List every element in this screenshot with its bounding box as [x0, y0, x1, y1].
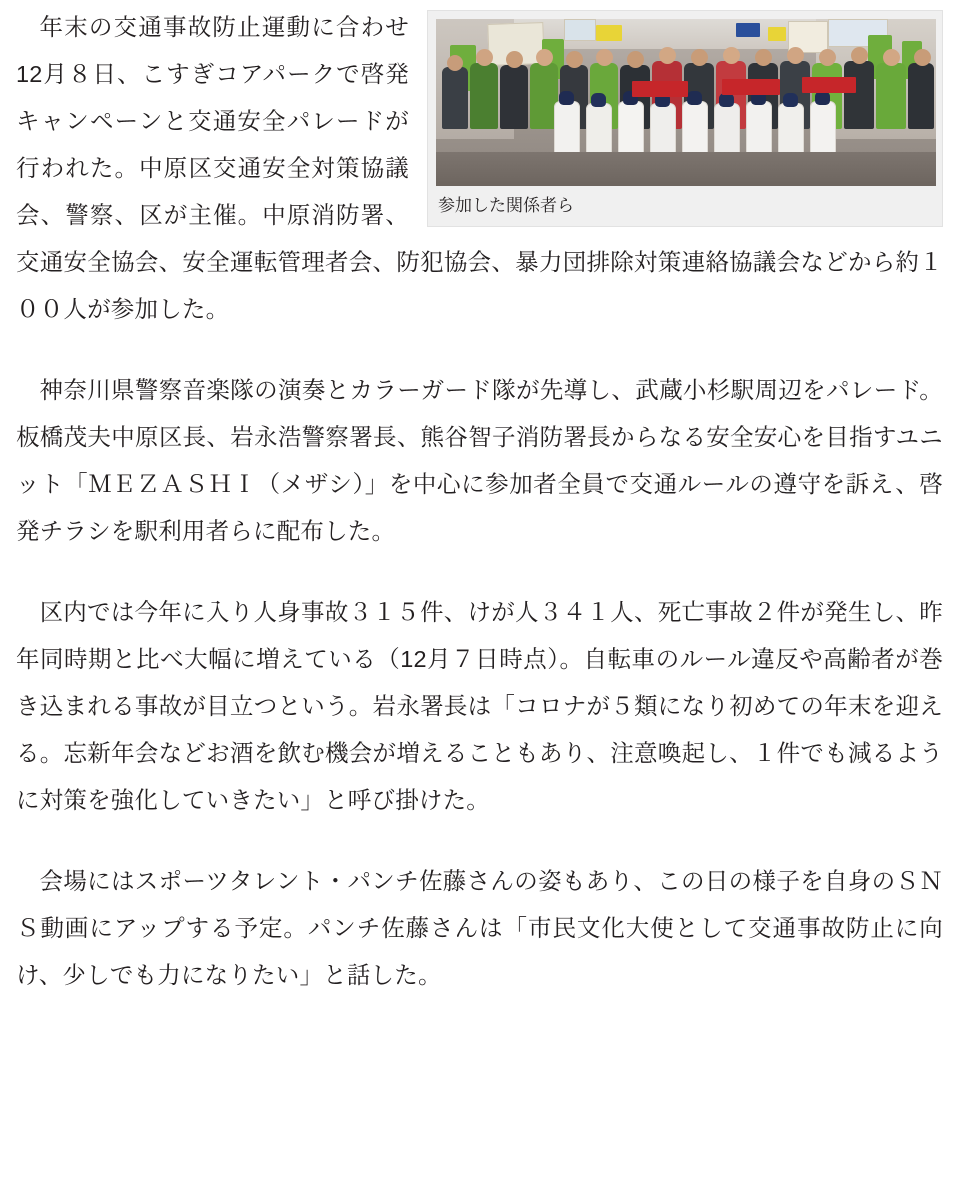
photo-guard-hat — [815, 91, 830, 105]
photo-guard-hat — [559, 91, 574, 105]
photo-head-back — [627, 51, 644, 68]
photo-floor — [436, 152, 936, 186]
photo-guard-hat — [687, 91, 702, 105]
photo-guard-hat — [783, 93, 798, 107]
photo-guard — [682, 101, 708, 159]
photo-head-back — [596, 49, 613, 66]
photo-head-back — [723, 47, 740, 64]
photo-person-back — [470, 63, 498, 129]
photo-head-back — [787, 47, 804, 64]
photo-person-back — [908, 63, 934, 129]
article-paragraph-3: 区内では今年に入り人身事故３１５件、けが人３４１人、死亡事故２件が発生し、昨年同時期と比べ大幅に増えている（12月７日時点）。自転車のルール違反や高齢者が巻き込まれる事故が目立つという。岩永署長は「コロナが５類になり初めての年末を迎える。忘新年会などお酒を飲む機会が増えることもあり、注意喚起し、１件でも減るように対策を強化していきたい」と呼び掛けた。 — [16, 599, 943, 813]
photo-guard — [746, 101, 772, 159]
photo-guard — [554, 101, 580, 159]
photo-head-back — [506, 51, 523, 68]
article-figure — [427, 10, 943, 227]
campaign-group-photo — [436, 19, 936, 186]
photo-guard — [714, 103, 740, 159]
photo-yellow-sign-2 — [768, 27, 786, 41]
photo-person-back — [500, 65, 528, 129]
article-paragraph-2: 神奈川県警察音楽隊の演奏とカラーガード隊が先導し、武蔵小杉駅周辺をパレード。板橋茂夫中原区長、岩永浩警察署長、熊谷智子消防署長からなる安全安心を目指すユニット「ＭＥＺＡＳＨＩ（メザシ）」を中心に参加者全員で交通ルールの遵守を訴え、啓発チラシを駅利用者らに配布した。 — [16, 377, 943, 544]
photo-head-back — [476, 49, 493, 66]
figure-caption: 参加した関係者ら — [438, 196, 574, 215]
photo-head-back — [447, 55, 463, 71]
photo-yellow-sign-1 — [596, 25, 622, 41]
photo-head-back — [691, 49, 708, 66]
photo-guard — [810, 101, 836, 159]
photo-person-back — [844, 61, 874, 129]
photo-head-back — [659, 47, 676, 64]
photo-head-back — [883, 49, 900, 66]
photo-head-back — [914, 49, 931, 66]
photo-banner-4 — [564, 19, 596, 41]
photo-head-back — [819, 49, 836, 66]
photo-guard — [778, 103, 804, 159]
photo-guard — [618, 101, 644, 159]
photo-guard-hat — [591, 93, 606, 107]
article-paragraph-1: 年末の交通事故防止運動に合わせ12月８日、こすぎコアパークで啓発キャンペーンと交通安全パレードが行われた。中原区交通安全対策協議会、警察、区が主催。中原消防署、交通安全協会、安全運転管理者会、防犯協会、暴力団排除対策連絡協議会などから約１００人が参加した。 — [16, 14, 943, 322]
photo-head-back — [536, 49, 553, 66]
photo-blue-sign — [736, 23, 760, 37]
photo-mezashi-banner-2 — [722, 79, 780, 95]
photo-head-back — [566, 51, 583, 68]
photo-guard — [586, 103, 612, 159]
photo-person-back — [876, 63, 906, 129]
photo-mezashi-banner-1 — [632, 81, 688, 97]
photo-head-back — [755, 49, 772, 66]
photo-head-back — [851, 47, 868, 64]
photo-guard — [650, 103, 676, 159]
article-paragraph-4: 会場にはスポーツタレント・パンチ佐藤さんの姿もあり、この日の様子を自身のＳＮＳ動画にアップする予定。パンチ佐藤さんは「市民文化大使として交通事故防止に向け、少しでも力になりたい」と話した。 — [16, 868, 943, 988]
photo-guard-hat — [719, 93, 734, 107]
photo-person-back — [442, 67, 468, 129]
photo-mezashi-banner-3 — [802, 77, 856, 93]
